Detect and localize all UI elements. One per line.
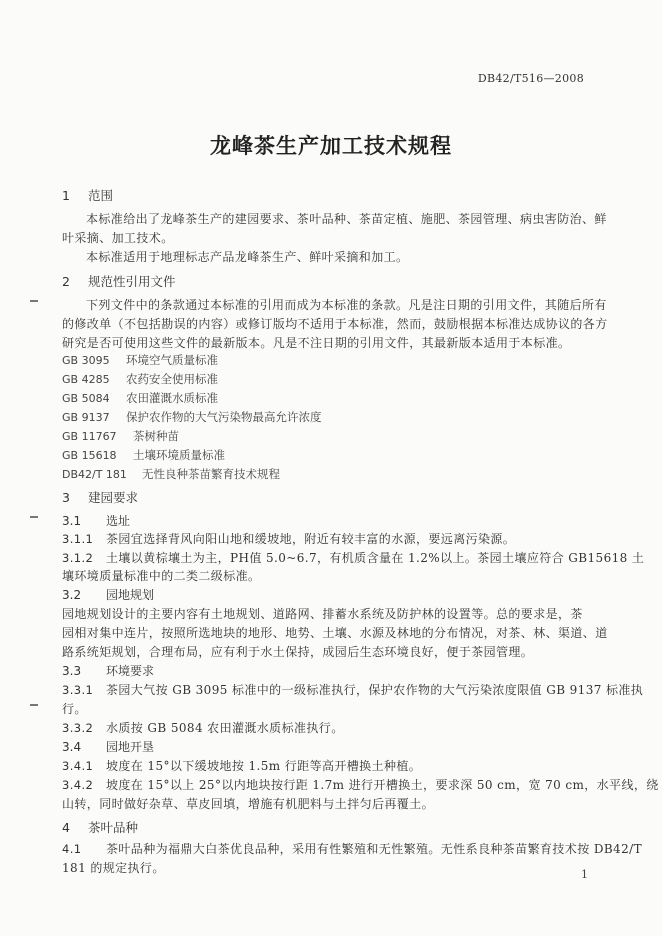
section-1-heading — [62, 186, 113, 204]
subsection-number: 3.3 — [62, 664, 82, 678]
clause-number: 3.4.2 — [62, 778, 94, 792]
subsection-number: 3.1 — [62, 514, 82, 528]
page-number: 1 — [581, 868, 588, 881]
section-title: 建园要求 — [88, 490, 139, 505]
subsection-heading — [62, 586, 154, 603]
reference-code: GB 5084 — [62, 392, 110, 405]
clause-number: 3.1.1 — [62, 532, 94, 546]
paragraph-line: 研究是否可使用这些文件的最新版本。凡是不注日期的引用文件，其最新版本适用于本标准。 — [62, 336, 571, 350]
paragraph-line: 本标准适用于地理标志产品龙峰茶生产、鲜叶采摘和加工。 — [86, 250, 409, 264]
clause-number: 4.1 — [62, 842, 82, 856]
clause-line: 181 的规定执行。 — [62, 861, 165, 875]
scan-mark — [30, 516, 38, 518]
clause-line — [62, 776, 659, 793]
clause-line — [62, 757, 421, 774]
reference-item — [62, 352, 218, 368]
document-number: DB42/T516—2008 — [477, 72, 584, 85]
reference-code: GB 9137 — [62, 411, 110, 424]
reference-code: GB 4285 — [62, 373, 110, 386]
paragraph-line: 园相对集中连片，按照所选地块的地形、地势、土壤、水源及林地的分布情况，对茶、林、渠道、道 — [62, 626, 608, 640]
section-number: 3 — [62, 490, 70, 505]
reference-title: 环境空气质量标准 — [126, 353, 218, 367]
section-2-heading — [62, 272, 176, 290]
reference-code: GB 15618 — [62, 449, 117, 462]
clause-text: 水质按 GB 5084 农田灌溉水质标准执行。 — [106, 721, 344, 735]
reference-item — [62, 371, 218, 387]
paragraph-line: 叶采摘、加工技术。 — [62, 231, 174, 245]
scan-mark — [30, 300, 38, 302]
paragraph-line: 本标准给出了龙峰茶生产的建园要求、茶叶品种、茶苗定植、施肥、茶园管理、病虫害防治、鲜 — [86, 212, 607, 226]
clause-text: 茶园宜选择背风向阳山地和缓坡地，附近有较丰富的水源，要远离污染源。 — [106, 532, 516, 546]
reference-code: GB 3095 — [62, 354, 110, 367]
reference-title: 土壤环境质量标准 — [133, 448, 225, 462]
reference-item — [62, 428, 179, 444]
subsection-title: 环境要求 — [106, 664, 155, 678]
clause-line — [62, 840, 642, 857]
clause-line: 行。 — [62, 702, 87, 716]
clause-line: 壤环境质量标准中的二类二级标准。 — [62, 569, 261, 583]
reference-title: 农药安全使用标准 — [126, 372, 218, 386]
reference-item — [62, 466, 280, 482]
reference-code: GB 11767 — [62, 430, 117, 443]
section-number: 4 — [62, 820, 70, 835]
reference-title: 保护农作物的大气污染物最高允许浓度 — [126, 410, 322, 424]
section-number: 2 — [62, 274, 70, 289]
section-title: 规范性引用文件 — [88, 274, 176, 289]
subsection-title: 选址 — [106, 514, 131, 528]
subsection-heading — [62, 662, 154, 679]
clause-line — [62, 719, 344, 736]
subsection-number: 3.4 — [62, 740, 82, 754]
clause-text: 坡度在 15°以上 25°以内地块按行距 1.7m 进行开槽换土，要求深 50 cm，宽 70 cm，水平线，绕 — [106, 778, 659, 792]
section-title: 范围 — [88, 188, 114, 203]
subsection-heading — [62, 512, 130, 529]
section-3-heading — [62, 488, 138, 506]
document-title: 龙峰茶生产加工技术规程 — [210, 133, 452, 158]
clause-text: 土壤以黄棕壤土为主，PH值 5.0~6.7，有机质含量在 1.2%以上。茶园土壤应符合 GB15618 土 — [106, 551, 645, 565]
section-4-heading — [62, 818, 138, 836]
subsection-heading — [62, 738, 154, 755]
section-title: 茶叶品种 — [88, 820, 139, 835]
subsection-number: 3.2 — [62, 588, 82, 602]
clause-number: 3.3.1 — [62, 683, 94, 697]
clause-line — [62, 549, 644, 566]
subsection-title: 园地开垦 — [106, 740, 155, 754]
clause-line: 山转，同时做好杂草、草皮回填，增施有机肥料与土拌匀后再覆土。 — [62, 797, 435, 811]
paragraph-line: 路系统矩规划，合理布局，应有利于水土保持，成园后生态环境良好，便于茶园管理。 — [62, 645, 534, 659]
clause-text: 茶园大气按 GB 3095 标准中的一级标准执行，保护农作物的大气污染浓度限值 GB 9137 标准执 — [106, 683, 644, 697]
section-number: 1 — [62, 188, 70, 203]
clause-text: 茶叶品种为福鼎大白茶优良品种，采用有性繁殖和无性繁殖。无性系良种茶苗繁育技术按 DB42/T — [106, 842, 642, 856]
clause-number: 3.4.1 — [62, 759, 94, 773]
reference-item — [62, 447, 225, 463]
clause-text: 坡度在 15°以下缓坡地按 1.5m 行距等高开槽换土种植。 — [106, 759, 422, 773]
clause-number: 3.3.2 — [62, 721, 94, 735]
reference-item — [62, 390, 218, 406]
scan-mark — [30, 704, 38, 706]
paragraph-line: 园地规划设计的主要内容有土地规划、道路网、排蓄水系统及防护林的设置等。总的要求是，茶 — [62, 607, 583, 621]
subsection-title: 园地规划 — [106, 588, 155, 602]
clause-line — [62, 681, 643, 698]
reference-item — [62, 409, 322, 425]
reference-title: 无性良种茶苗繁育技术规程 — [142, 467, 280, 481]
clause-number: 3.1.2 — [62, 551, 94, 565]
clause-line — [62, 530, 515, 547]
paragraph-line: 下列文件中的条款通过本标准的引用而成为本标准的条款。凡是注日期的引用文件，其随后所有 — [86, 298, 607, 312]
reference-title: 茶树种苗 — [133, 429, 179, 443]
reference-code: DB42/T 181 — [62, 468, 127, 481]
paragraph-line: 的修改单（不包括勘误的内容）或修订版均不适用于本标准，然而，鼓励根据本标准达成协议的各方 — [62, 317, 608, 331]
reference-title: 农田灌溉水质标准 — [126, 391, 218, 405]
